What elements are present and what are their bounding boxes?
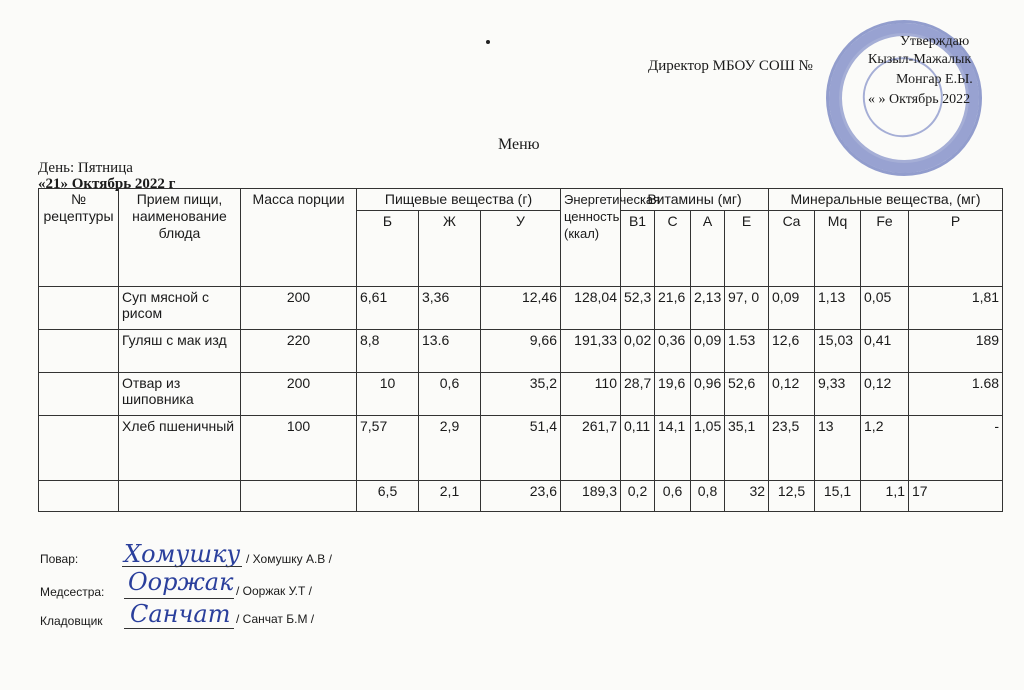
ink-dot (486, 40, 490, 44)
dish-name: Гуляш с мак изд (119, 330, 241, 373)
header-meal: Прием пищи, наименование блюда (119, 189, 241, 287)
header-nutrients: Пищевые вещества (г) (357, 189, 561, 211)
header-energy: Энергетическая ценность (ккал) (561, 189, 621, 287)
approve-date: « » Октябрь 2022 (868, 92, 971, 107)
storekeeper-name: / Санчат Б.М / (236, 612, 315, 626)
table-row: Гуляш с мак изд 220 8,8 13.6 9,66 191,33 0,02 0,36 0,09 1.53 12,6 15,03 0,41 189 (39, 330, 1003, 373)
date-label: «21» Октябрь 2022 г (38, 176, 176, 192)
nurse-signature: Медсестра: (40, 585, 105, 599)
dish-name: Хлеб пшеничный (119, 416, 241, 481)
header-c: C (655, 211, 691, 287)
school-name: Кызыл-Мажалык (868, 52, 972, 67)
header-b1: B1 (621, 211, 655, 287)
page-title: Меню (498, 136, 540, 153)
header-a: A (691, 211, 725, 287)
header-mass: Масса порции (241, 189, 357, 287)
cook-name: / Хомушку А.В / (246, 552, 332, 566)
day-label: День: Пятница (38, 160, 133, 176)
table-row: Хлеб пшеничный 100 7,57 2,9 51,4 261,7 0,11 14,1 1,05 35,1 23,5 13 1,2 - (39, 416, 1003, 481)
header-p: P (909, 211, 1003, 287)
table-row: Отвар из шиповника 200 10 0,6 35,2 110 28,7 19,6 0,96 52,6 0,12 9,33 0,12 1.68 (39, 373, 1003, 416)
header-ca: Ca (769, 211, 815, 287)
director-name: Монгар Е.Ы. (896, 72, 973, 87)
approve-label: Утверждаю (900, 34, 970, 49)
dish-name: Суп мясной с рисом (119, 287, 241, 330)
header-u: У (481, 211, 561, 287)
nurse-handwritten-signature: Ооржак (128, 568, 234, 596)
storekeeper-signature: Кладовщик (40, 614, 103, 628)
nurse-name: / Ооржак У.Т / (236, 584, 312, 598)
header-zh: Ж (419, 211, 481, 287)
header-fe: Fe (861, 211, 909, 287)
cook-signature: Повар: (40, 552, 79, 566)
director-label: Директор МБОУ СОШ № (648, 58, 813, 74)
header-b: Б (357, 211, 419, 287)
header-minerals: Минеральные вещества, (мг) (769, 189, 1003, 211)
table-row: 6,5 2,1 23,6 189,3 0,2 0,6 0,8 32 12,5 15,1 1,1 17 (39, 481, 1003, 512)
header-recipe: № рецептуры (39, 189, 119, 287)
cook-handwritten-signature: Хомушку (124, 540, 241, 568)
table-row: Суп мясной с рисом 200 6,61 3,36 12,46 128,04 52,3 21,6 2,13 97, 0 0,09 1,13 0,05 1,81 (39, 287, 1003, 330)
header-mg: Mq (815, 211, 861, 287)
menu-table (38, 188, 1003, 512)
dish-name: Отвар из шиповника (119, 373, 241, 416)
header-vitamins: Витамины (мг) (621, 189, 769, 211)
header-e: E (725, 211, 769, 287)
storekeeper-handwritten-signature: Санчат (130, 600, 231, 628)
